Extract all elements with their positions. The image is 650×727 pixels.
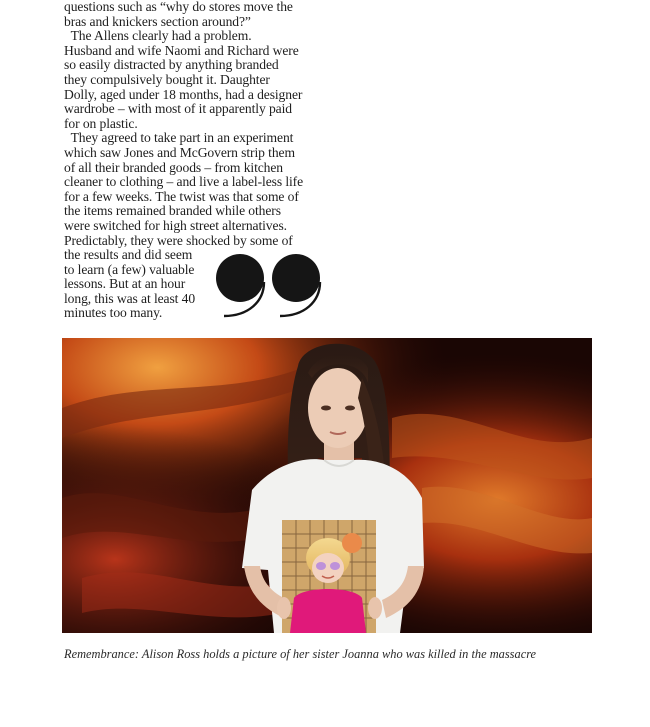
article-line: They agreed to take part in an experiment bbox=[64, 130, 294, 146]
article-line: to learn (a few) valuable bbox=[64, 261, 195, 277]
photo-caption: Remembrance: Alison Ross holds a picture of her sister Joanna who was killed in the massacre bbox=[64, 647, 537, 661]
article-line: wardrobe – with most of it apparently paid bbox=[64, 101, 292, 117]
article-line: so easily distracted by anything branded bbox=[64, 57, 279, 73]
article-line: which saw Jones and McGovern strip them bbox=[64, 144, 295, 160]
article-line: the items remained branded while others bbox=[64, 203, 281, 219]
article-line: long, this was at least 40 bbox=[64, 290, 196, 306]
article-photo bbox=[62, 338, 592, 633]
closing-quote-mark-icon bbox=[262, 250, 334, 322]
article-line: Husband and wife Naomi and Richard were bbox=[64, 42, 299, 58]
article-line: The Allens clearly had a problem. bbox=[64, 28, 252, 44]
article-line: minutes too many. bbox=[64, 305, 163, 321]
article-line: they compulsively bought it. Daughter bbox=[64, 71, 270, 87]
article-line: the results and did seem bbox=[64, 247, 193, 263]
article-line: Predictably, they were shocked by some of bbox=[64, 232, 293, 248]
article-line: Dolly, aged under 18 months, had a designer bbox=[64, 86, 303, 102]
article-line: for a few weeks. The twist was that some of bbox=[64, 188, 299, 204]
article-line: lessons. But at an hour bbox=[64, 276, 186, 292]
article-line: bras and knickers section around?” bbox=[64, 13, 251, 29]
article-line: cleaner to clothing – and live a label-less life bbox=[64, 174, 304, 190]
article-line: for on plastic. bbox=[64, 115, 138, 131]
article-line: of all their branded goods – from kitchen bbox=[64, 159, 284, 175]
photo-girl-holding-picture bbox=[62, 338, 592, 633]
article-line: were switched for high street alternatives. bbox=[64, 217, 287, 233]
article-line: questions such as “why do stores move the bbox=[64, 0, 293, 14]
